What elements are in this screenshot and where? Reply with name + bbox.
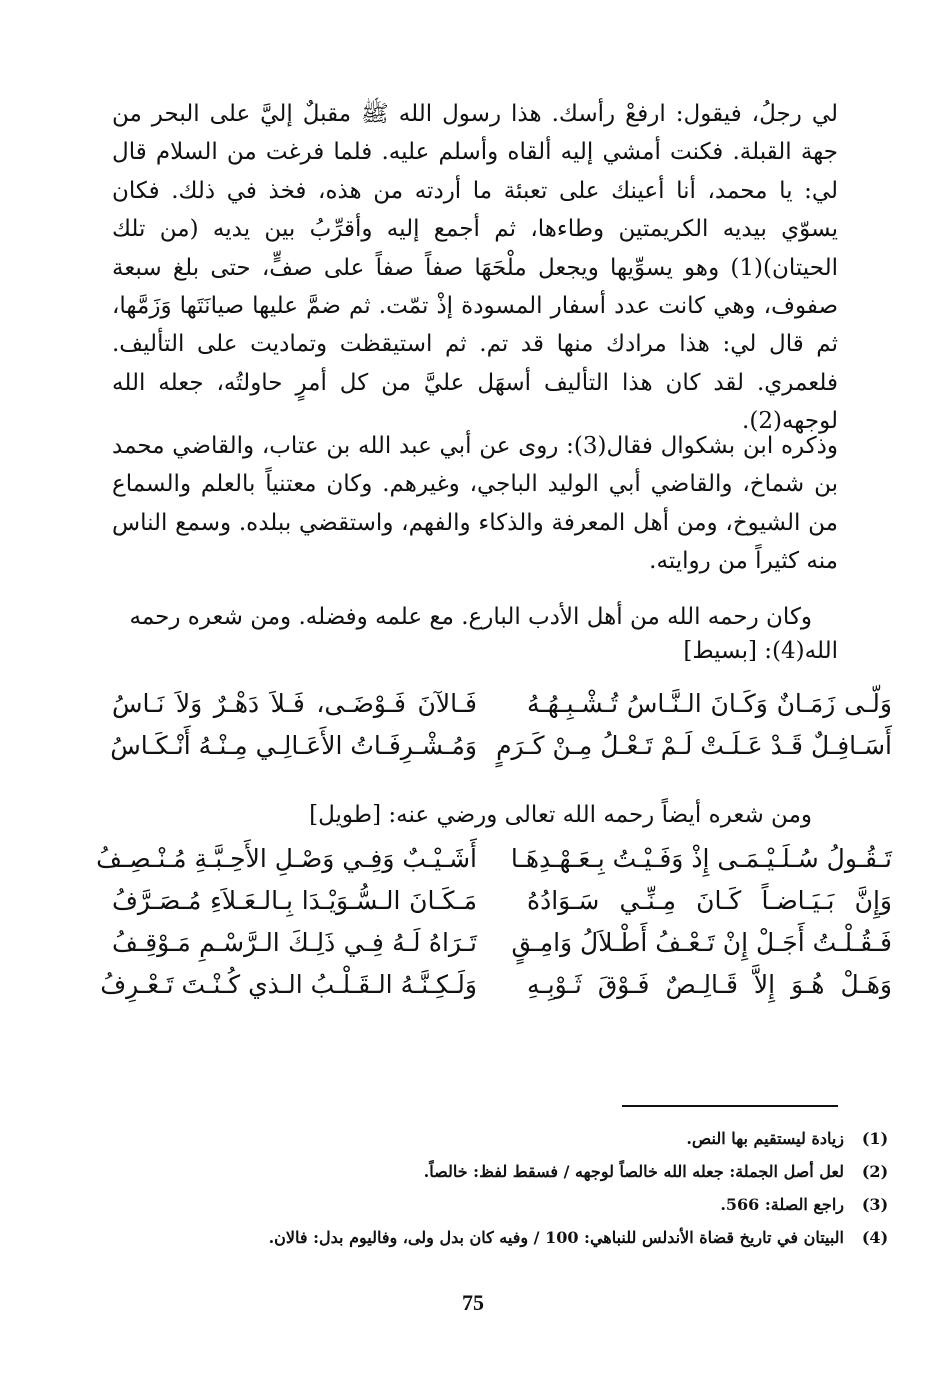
footnote [112, 1122, 890, 1155]
verse-line [112, 683, 892, 725]
verse-line [112, 725, 892, 767]
verse-first-hemistich: أَسَـافِـلٌ قَـدْ عَـلَـتْ لَـمْ تَـعْـلُ مِـنْ كَـرَمٍ [496, 731, 892, 760]
verse-second-hemistich: تَـرَاهُ لَـهُ فِـي ذَلِـكَ الـرَّسْـمِ مَـوْقِـفُ [112, 928, 477, 957]
verse-second-hemistich: وَلَـكِـنَّـهُ الـقَـلْـبُ الـذي كُـنْـتَ تَـعْـرِفُ [100, 970, 477, 999]
footnote [112, 1221, 890, 1254]
paragraph-poetry-intro: وكان رحمه الله من أهل الأدب البارع. مع علمه وفضله. ومن شعره رحمه [129, 604, 812, 630]
verse-second-hemistich: مَـكَـانَ الـسُّـوَيْـدَا بِـالـعَـلاَءِ مُـصَـرَّفُ [112, 886, 477, 915]
verse-first-hemistich: وَهَـلْ هُـوَ إِلاَّ قَـالِـصٌ فَـوْقَ ثَـوْبِـهِ [527, 970, 892, 999]
verse-first-hemistich: وَإِنَّ بَـيَـاضـاً كَـانَ مِـنِّـي سَـوَادُهُ [527, 886, 892, 915]
footnote-text: راجع الصلة: 566. [720, 1195, 844, 1214]
footnote [112, 1188, 890, 1221]
verse-second-hemistich: أَشَـيْـبٌ وَفِـي وَصْـلِ الأَحِـبَّـةِ مُـنْـصِـفُ [96, 844, 477, 873]
verses-basit [112, 683, 892, 767]
verse-second-hemistich: وَمُـشْـرِفَـاتُ الأَعَـالِـي مِـنْـهُ أَنْـكَـاسُ [110, 731, 477, 760]
paragraph-poetry-intro-meter: الله(4): [بسيط] [683, 638, 838, 664]
footnote-text: زيادة ليستقيم بها النص. [686, 1129, 844, 1148]
verse-first-hemistich: وَلّـى زَمَـانٌ وَكَـانَ الـنَّـاسُ تُـشْـبِـهُـهُ [527, 689, 892, 718]
footnote-text: لعل أصل الجملة: جعله الله خالصاً لوجهه / فسقط لفظ: خالصاً. [423, 1162, 844, 1181]
verse-second-hemistich: فَـالآنَ فَـوْضَـى، فَـلاَ دَهْـرٌ وَلاَ نَـاسُ [112, 689, 477, 718]
footnotes [112, 1122, 890, 1254]
verse-line [112, 880, 892, 922]
verse-line [100, 964, 892, 1006]
page-number: 75 [462, 1290, 484, 1315]
footnote-number: (3) [861, 1195, 889, 1214]
verse-first-hemistich: فَـقُـلْـتُ أَجَـلْ إِنْ تَـعْـفُ أَطْـلاَلُ وَامِـقٍ [511, 928, 892, 957]
verses-tawil [96, 838, 892, 1006]
footnote-number: (1) [861, 1129, 889, 1148]
paragraph-second-poem-intro: ومن شعره أيضاً رحمه الله تعالى ورضي عنه: [طويل] [309, 802, 812, 828]
verse-first-hemistich: تَـقُـولُ سُـلَـيْـمَـى إِذْ وَفَـيْـتُ بِـعَـهْـدِهَـا [510, 844, 892, 873]
verse-line [112, 922, 892, 964]
verse-line [96, 838, 892, 880]
footnote-number: (4) [861, 1228, 889, 1247]
paragraph-ibn-bashkuwal: وذكره ابن بشكوال فقال(3): روى عن أبي عبد الله بن عتاب، والقاضي محمد بن شماخ، والقاضي أبي الوليد الباجي، وغيرهم. وكان معتنياً بالعلم والسماع من الشيوخ، ومن أهل المعرفة والذكاء والفهم، واستقضي ببلده. وسمع الناس منه كثيراً من روايته. [112, 433, 838, 575]
footnote [112, 1155, 890, 1188]
footnote-number: (2) [861, 1162, 889, 1181]
footnote-text: البيتان في تاريخ قضاة الأندلس للنباهي: 100 / وفيه كان بدل ولى، وفاليوم بدل: فالان. [268, 1228, 844, 1247]
footnote-separator [622, 1105, 838, 1107]
paragraph-vision: لي رجلُ، فيقول: ارفعْ رأسك. هذا رسول الله ﷺ مقبلٌ إليَّ على البحر من جهة القبلة. فكنت أمشي إليه ألقاه وأسلم عليه. فلما فرغت من السلام قال لي: يا محمد، أنا أعينك على تعبئة ما أردته من هذه، فخذ في ذلك. فكان يسوّي بيديه الكريمتين وطاءها، ثم أجمع إليه وأقرِّبُ بين يديه (من تلك الحيتان)(1) وهو يسوِّيها ويجعل ملْحَهَا صفاً صفاً على صفٍّ، حتى بلغ سبعة صفوف، وهي كانت عدد أسفار المسودة إذْ تمّت. ثم ضمَّ عليها صيانَتَها وَزَمَّها، ثم قال لي: هذا مرادك منها قد تم. ثم استيقظت وتماديت على التأليف. فلعمري. لقد كان هذا التأليف أسهَل عليَّ من كل أمرٍ حاولتُه، جعله الله لوجهه(2). [112, 101, 838, 435]
